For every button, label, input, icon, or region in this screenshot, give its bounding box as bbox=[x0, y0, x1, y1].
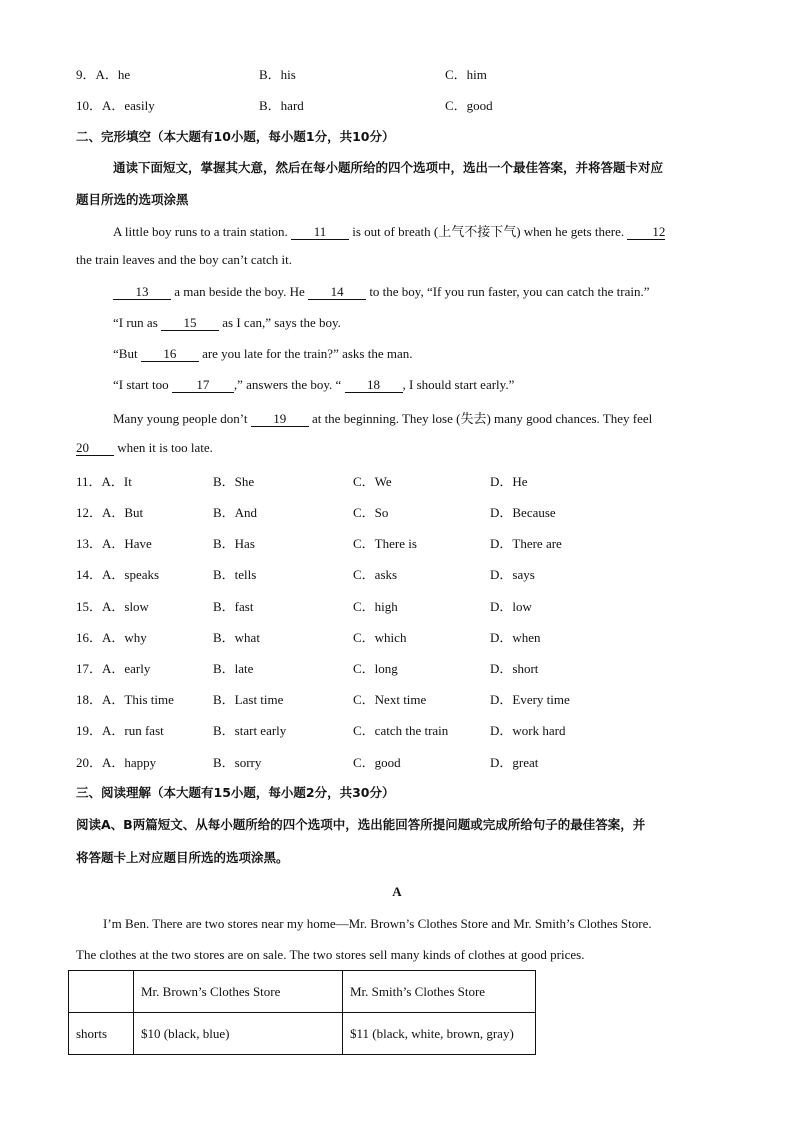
table-header-cell: Mr. Smith’s Clothes Store bbox=[343, 971, 536, 1013]
blank-11: 11 bbox=[291, 225, 349, 240]
question-10 bbox=[76, 95, 155, 114]
table-header-row bbox=[69, 971, 536, 1013]
section3-instruction-line2: 将答题卡上对应题目所选的选项涂黑。 bbox=[76, 850, 289, 865]
q9-option-b: B．his bbox=[259, 67, 296, 82]
table-row bbox=[69, 1013, 536, 1055]
table-cell: shorts bbox=[69, 1013, 134, 1055]
q9-option-c: C．him bbox=[445, 67, 487, 82]
table-cell: $11 (black, white, brown, gray) bbox=[343, 1013, 536, 1055]
q10-option-c: C．good bbox=[445, 98, 493, 113]
blank-14: 14 bbox=[308, 285, 366, 300]
section2-instruction-line2: 题目所选的选项涂黑 bbox=[76, 192, 189, 207]
passage-line3: 13 a man beside the boy. He 14 to the boy, “If you run faster, you can catch the train.” bbox=[113, 284, 650, 300]
section3-heading: 三、阅读理解（本大题有15小题，每小题2分，共30分） bbox=[76, 785, 395, 800]
blank-15: 15 bbox=[161, 316, 219, 331]
passage-line2: the train leaves and the boy can’t catch it. bbox=[76, 252, 292, 267]
blank-19: 19 bbox=[251, 412, 309, 427]
section2-instruction-line1: 通读下面短文，掌握其大意，然后在每小题所给的四个选项中，选出一个最佳答案，并将答题卡对应 bbox=[113, 160, 664, 175]
section2-heading: 二、完形填空（本大题有10小题，每小题1分，共10分） bbox=[76, 129, 395, 144]
clothes-price-table bbox=[68, 970, 536, 1055]
exam-page: 9．A．he B．his C．him 10．A．easily B．hard C．good 二、完形填空（本大题有10小题，每小题1分，共10分） 通读下面短文，掌握其大意，然后在每小题所给的四个选项中，选出一个最佳答案，并将答题卡对应 题目所选的选项涂黑 A little boy runs to a train station. 11 is out of breath (上气不接下气) when he gets there. 12 the train leaves and the boy can’t catch it. 13 a man beside the boy. He 14 to the boy, “If you run faster, you can catch the train.” “I run as 15 as I can,” says the boy. “But 16 are you late for the train?” asks the man. “I start too 17 ,” answers the boy. “ 18 , I should start early.” Many young people don’t 19 at the beginning. They lose (失去) many good chances. They feel 20 when it is too late. 11．A．It B．She C．We D．He 12．A．But B．And C．So D．Because 13．A．Have B．Has C．There is D．There are 14．A．speaks B．tells C．asks D．says 15．A．slow B．fast C．high D．low 16．A．why B．what C．which D．when 17．A．early B．late C．long D．short 18．A．This time B．Last time C．Next time D．Every time 19．A．run fast B．start early C．catch the train D．work hard 20．A．happy B．sorry C．good D．great 三、阅读理解（本大题有15小题，每小题2分，共30分） 阅读A、B两篇短文、从每小题所给的四个选项中，选出能回答所提问题或完成所给句子的最佳答案，并 将答题卡上对应题目所选的选项涂黑。 A I’m Ben. There are two stores near my home—Mr. Brown’s Clothes Store and Mr. Smith’s Clothes Store. The clothes at the two stores are on sale. The two stores sell many kinds of clothes at good prices. Mr. Brown’s Clothes Store Mr. Smith’s Clothes Store shorts $10 (black, blue) $11 (black, white, brown, gray) bbox=[0, 0, 794, 1123]
q10-option-a: 10．A．easily bbox=[76, 98, 155, 113]
passage-a-line2: The clothes at the two stores are on sale. The two stores sell many kinds of clothes at good prices. bbox=[76, 947, 585, 962]
blank-16: 16 bbox=[141, 347, 199, 362]
question-9 bbox=[76, 64, 130, 83]
passage-line6: “I start too 17 ,” answers the boy. “ 18 , I should start early.” bbox=[113, 377, 515, 392]
table-cell: $10 (black, blue) bbox=[134, 1013, 343, 1055]
blank-13: 13 bbox=[113, 285, 171, 300]
passage-a-label: A bbox=[392, 884, 402, 899]
section3-instruction-line1: 阅读A、B两篇短文、从每小题所给的四个选项中，选出能回答所提问题或完成所给句子的最佳答案，并 bbox=[76, 817, 646, 832]
passage-line8: 20 when it is too late. bbox=[76, 440, 213, 455]
passage-line7: Many young people don’t 19 at the beginning. They lose (失去) many good chances. They feel bbox=[113, 411, 653, 426]
blank-12: 12 bbox=[627, 225, 665, 240]
table-header-cell bbox=[69, 971, 134, 1013]
table-header-cell: Mr. Brown’s Clothes Store bbox=[134, 971, 343, 1013]
passage-a-line1: I’m Ben. There are two stores near my home—Mr. Brown’s Clothes Store and Mr. Smith’s Clothes Store. bbox=[103, 916, 652, 931]
blank-17: 17 bbox=[172, 378, 234, 393]
passage-line1: A little boy runs to a train station. 11 is out of breath (上气不接下气) when he gets there. 12 bbox=[113, 224, 666, 239]
blank-18: 18 bbox=[345, 378, 403, 393]
q10-option-b: B．hard bbox=[259, 98, 304, 113]
passage-line4: “I run as 15 as I can,” says the boy. bbox=[113, 315, 341, 330]
passage-line5: “But 16 are you late for the train?” asks the man. bbox=[113, 346, 413, 361]
blank-20: 20 bbox=[76, 441, 114, 456]
q9-option-a: 9．A．he bbox=[76, 67, 131, 82]
